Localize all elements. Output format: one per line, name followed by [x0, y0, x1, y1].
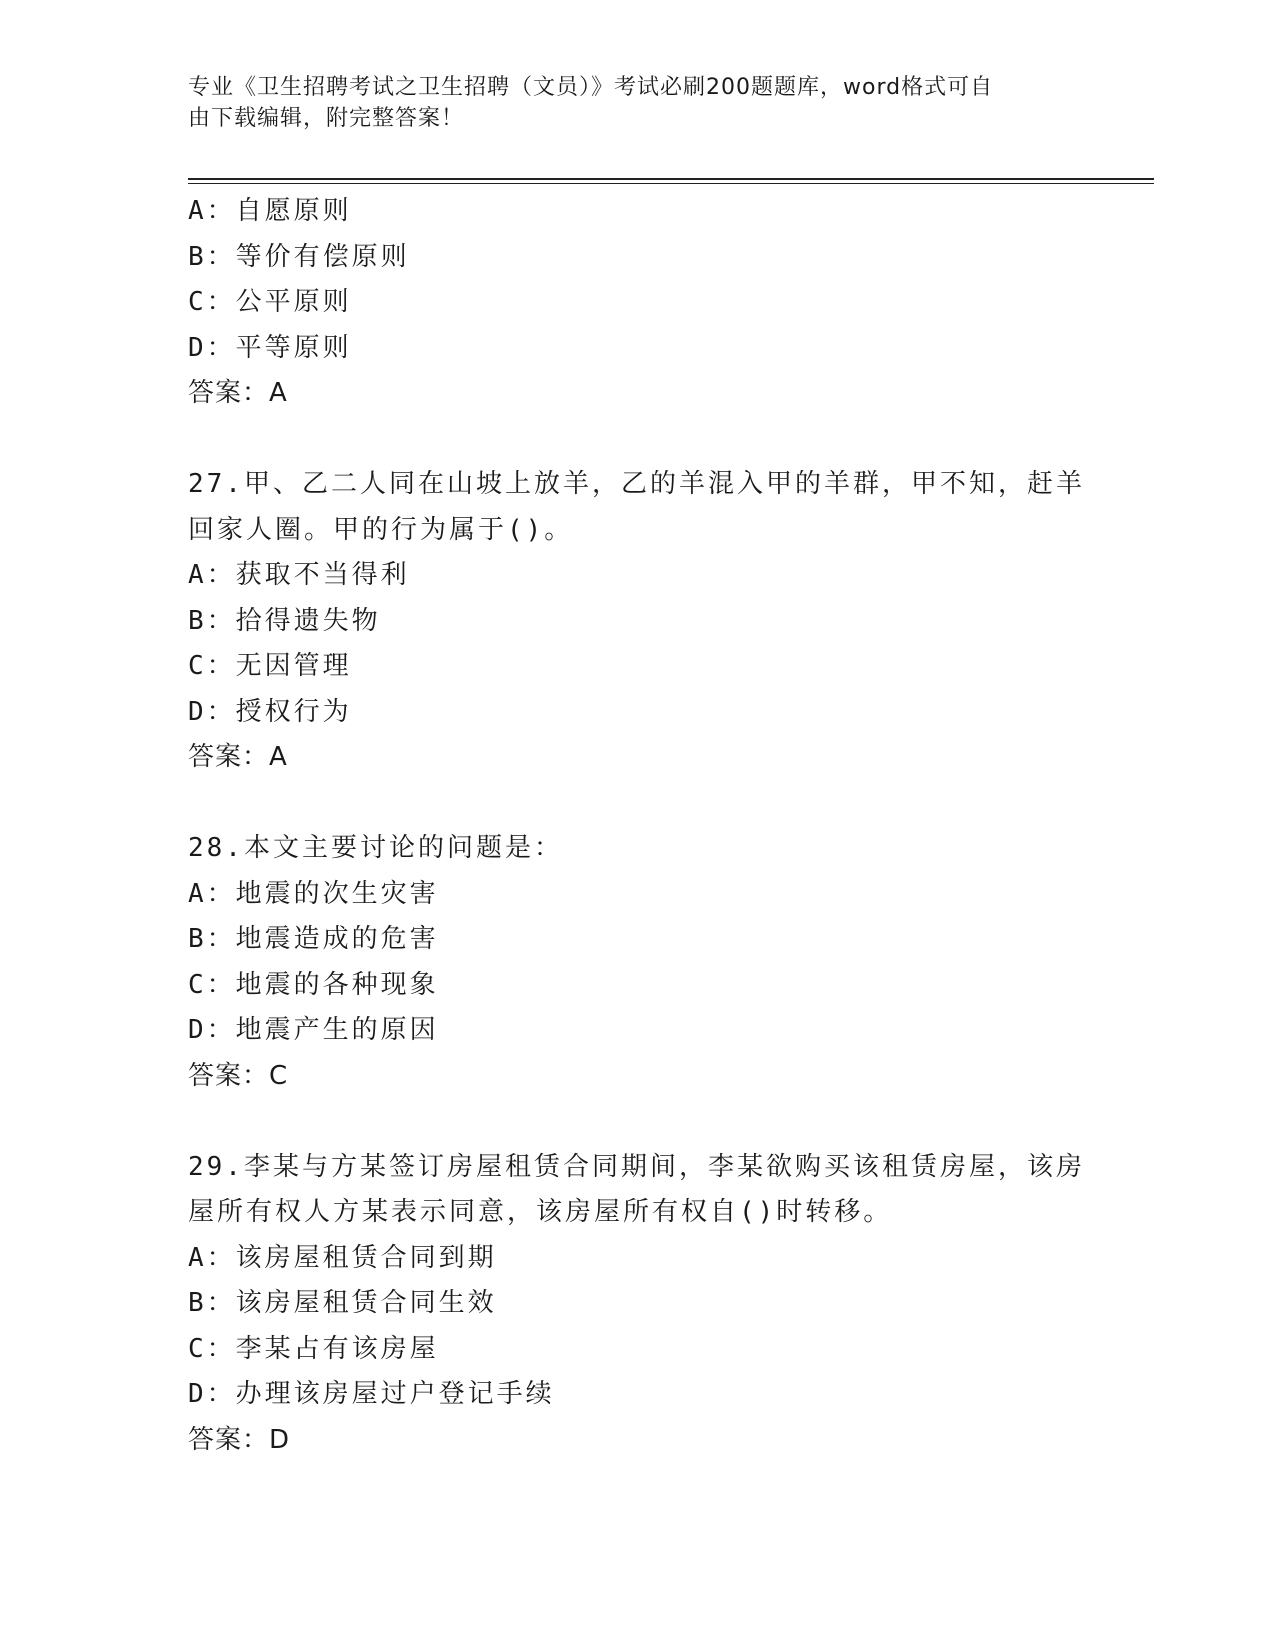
question-stem-line-2: 回家人圈。甲的行为属于()。 — [188, 514, 574, 545]
header-rule-thin — [188, 183, 1154, 184]
question-stem-line-1: 29.李某与方某签订房屋租赁合同期间，李某欲购买该租赁房屋，该房 — [188, 1151, 1085, 1182]
option-d: D：办理该房屋过户登记手续 — [188, 1379, 555, 1409]
answer-line: 答案：A — [188, 742, 288, 772]
question-stem-line-1: 27.甲、乙二人同在山坡上放羊，乙的羊混入甲的羊群，甲不知，赶羊 — [188, 469, 1085, 499]
question-stem-line-1: 28.本文主要讨论的问题是： — [188, 833, 563, 863]
option-c: C：地震的各种现象 — [188, 969, 439, 1000]
option-b: B：该房屋租赁合同生效 — [188, 1288, 497, 1318]
option-d: D：地震产生的原因 — [188, 1015, 439, 1045]
question-block-27 — [188, 462, 1088, 781]
option-b: B：等价有偿原则 — [188, 241, 410, 272]
option-d: D：授权行为 — [188, 696, 352, 727]
answer-line: 答案：D — [188, 1424, 291, 1455]
header-line-1: 专业《卫生招聘考试之卫生招聘（文员）》考试必刷200题题库，word格式可自 — [188, 75, 994, 100]
question-stem-line-2: 屋所有权人方某表示同意，该房屋所有权自()时转移。 — [188, 1197, 893, 1227]
question-block-previous — [188, 189, 1088, 417]
option-b: B：地震造成的危害 — [188, 924, 439, 954]
option-d: D：平等原则 — [188, 332, 352, 363]
question-block-29 — [188, 1145, 1088, 1464]
option-a: A：地震的次生灾害 — [188, 878, 439, 909]
header-line-2: 由下载编辑，附完整答案！ — [188, 106, 465, 131]
answer-line: 答案：C — [188, 1060, 289, 1091]
option-c: C：李某占有该房屋 — [188, 1333, 439, 1364]
option-a: A：自愿原则 — [188, 196, 352, 226]
spacer — [188, 1099, 1088, 1145]
header-rule-thick — [188, 178, 1154, 180]
option-c: C：无因管理 — [188, 651, 352, 681]
spacer — [188, 417, 1088, 463]
option-b: B：拾得遗失物 — [188, 605, 381, 636]
option-c: C：公平原则 — [188, 287, 352, 317]
spacer — [188, 781, 1088, 827]
question-list — [188, 189, 1088, 1463]
answer-line: 答案：A — [188, 378, 288, 408]
option-a: A：获取不当得利 — [188, 560, 410, 590]
question-block-28 — [188, 826, 1088, 1099]
document-header — [188, 72, 1068, 134]
option-a: A：该房屋租赁合同到期 — [188, 1242, 497, 1273]
